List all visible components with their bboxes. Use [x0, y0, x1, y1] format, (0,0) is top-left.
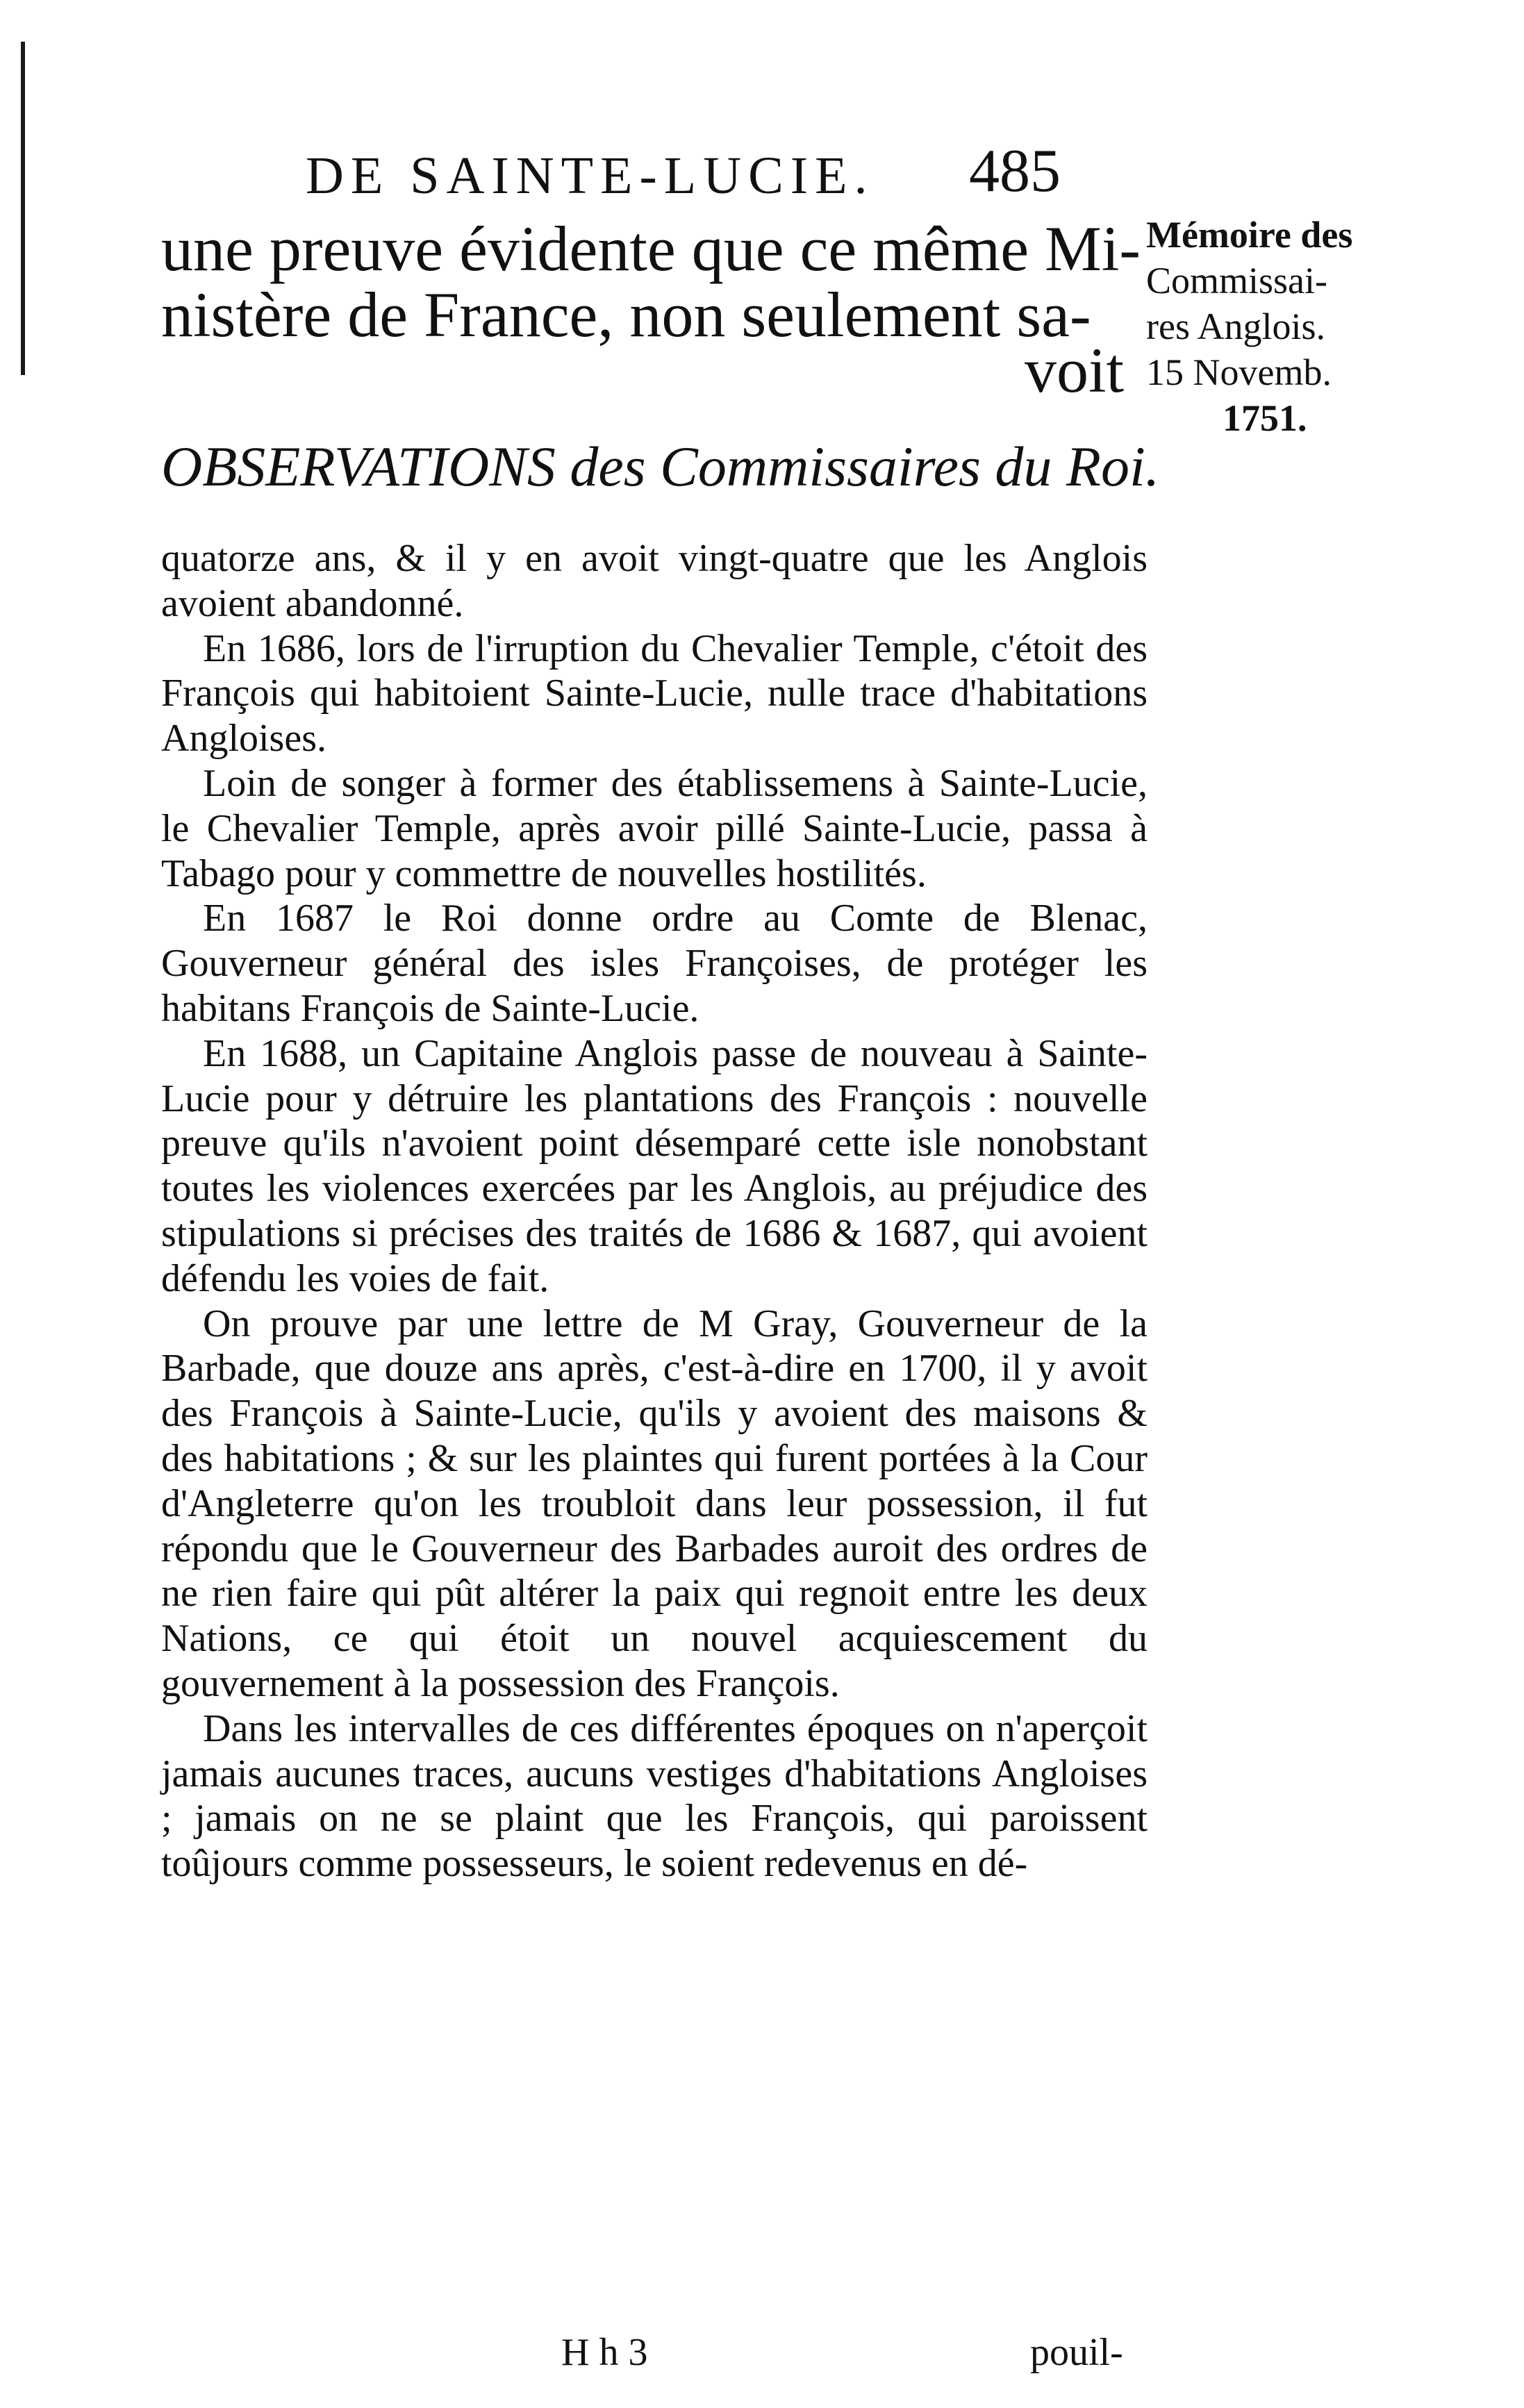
paragraph: En 1686, lors de l'irruption du Chevalier Temple, c'étoit des François qui habitoient Sainte-Lucie, nulle trace d'habitations Angloises. — [161, 626, 1148, 761]
margin-note — [1146, 212, 1352, 441]
paragraph: Loin de songer à former des établissemens à Sainte-Lucie, le Chevalier Temple, après avoir pillé Sainte-Lucie, passa à Tabago pour y commettre de nouvelles hostilités. — [161, 761, 1148, 895]
section-heading: OBSERVATIONS des Commissaires du Roi. — [161, 435, 1160, 498]
opening-line-2: nistère de France, non seulement sa- — [161, 279, 1091, 350]
paragraph: En 1688, un Capitaine Anglois passe de nouveau à Sainte-Lucie pour y détruire les plantations des François : nouvelle preuve qu'ils n'avoient point désemparé cette isle nonobstant toutes les violences exercées par les Anglois, au préjudice des stipulations si précises des traités de 1686 & 1687, qui avoient défendu les voies de fait. — [161, 1031, 1148, 1300]
margin-note-line-3: res Anglois. — [1146, 306, 1326, 347]
signature-mark: H h 3 — [561, 2331, 648, 2374]
paragraph: On prouve par une lettre de M Gray, Gouverneur de la Barbade, que douze ans après, c'est-à-dire en 1700, il y avoit des François à Sainte-Lucie, qu'ils y avoient des maisons & des habitations ; & sur les plaintes qui furent portées à la Cour d'Angleterre qu'on les troubloit dans leur possession, il fut répondu que le Gouverneur des Barbades auroit des ordres de ne rien faire qui pût altérer la paix qui regnoit entre les deux Nations, ce qui étoit un nouvel acquiescement du gouvernement à la possession des François. — [161, 1302, 1148, 1705]
body-text — [161, 536, 1148, 1886]
opening-line-1: une preuve évidente que ce même Mi- — [161, 213, 1141, 284]
opening-line-3: voit — [1025, 335, 1125, 406]
margin-note-line-5: 1751. — [1223, 397, 1307, 439]
paragraph: En 1687 le Roi donne ordre au Comte de Blenac, Gouverneur général des isles Françoises, de protéger les habitans François de Sainte-Lucie. — [161, 897, 1148, 1030]
paragraph: Dans les intervalles de ces différentes époques on n'aperçoit jamais aucunes traces, aucuns vestiges d'habitations Angloises ; jamais on ne se plaint que les François, qui paroissent toûjours comme possesseurs, le soient redevenus en dé- — [161, 1707, 1148, 1886]
page-number: 485 — [969, 138, 1061, 205]
catchword: pouil- — [1030, 2331, 1123, 2374]
margin-note-line-2: Commissai- — [1146, 260, 1328, 301]
paragraph: quatorze ans, & il y en avoit vingt-quatre que les Anglois avoient abandonné. — [161, 537, 1148, 625]
margin-note-line-1: Mémoire des — [1146, 214, 1353, 256]
binding-edge-rule — [21, 42, 25, 375]
margin-note-line-4: 15 Novemb. — [1146, 351, 1332, 393]
running-head: DE SAINTE-LUCIE. — [306, 147, 875, 205]
